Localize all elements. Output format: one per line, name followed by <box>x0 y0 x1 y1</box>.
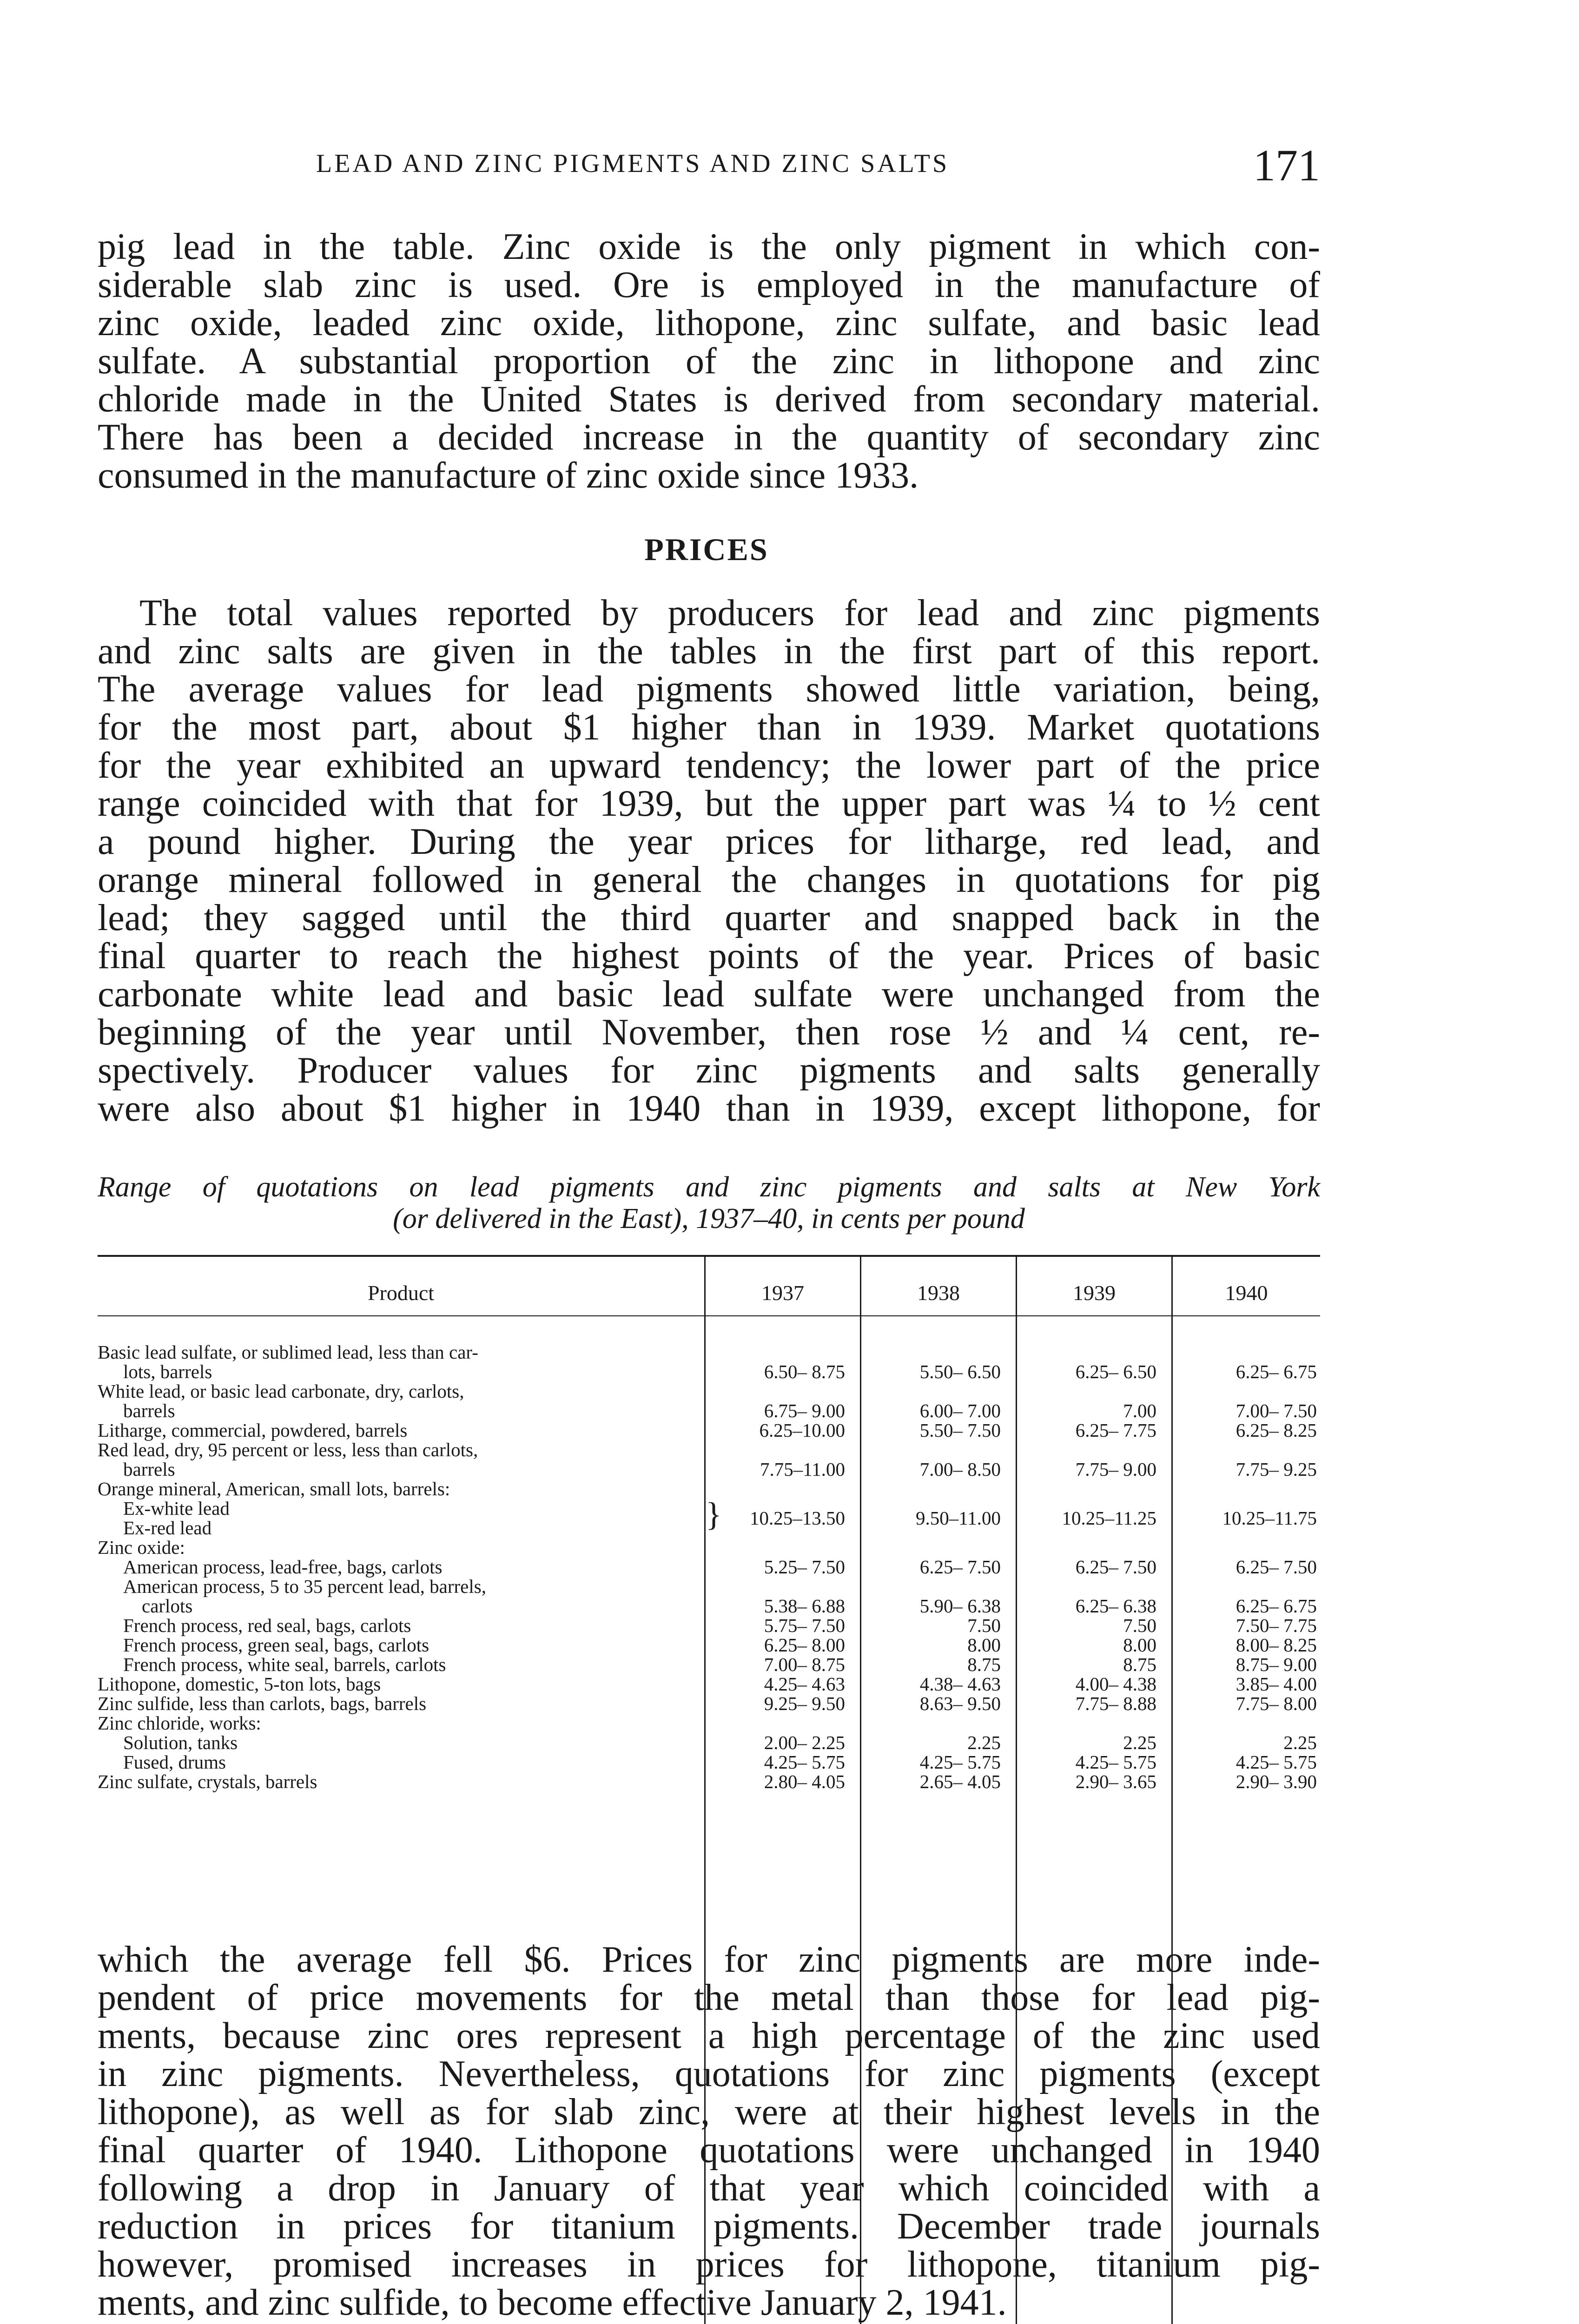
row-label: Red lead, dry, 95 percent or less, less than carlots, <box>98 1439 478 1460</box>
table-cell: 5.50– 7.50 <box>919 1419 1001 1441</box>
row-label: American process, lead-free, bags, carlots <box>123 1556 443 1578</box>
row-label: French process, white seal, barrels, carlots <box>123 1654 446 1675</box>
table-cell: 7.75– 8.88 <box>1075 1693 1156 1714</box>
text-line: were also about $1 higher in 1940 than in 1939, except lithopone, for <box>98 1088 1320 1129</box>
table-cell: 7.50– 7.75 <box>1235 1615 1317 1636</box>
text-line: zinc oxide, leaded zinc oxide, lithopone, zinc sulfate, and basic lead <box>98 303 1320 343</box>
table-cell: 7.00 <box>1123 1400 1156 1421</box>
table-cell: 8.75– 9.00 <box>1235 1654 1317 1675</box>
paragraph-intro <box>98 228 1320 495</box>
table-cell: 8.00– 8.25 <box>1235 1634 1317 1656</box>
table-cell: 7.50 <box>1123 1615 1156 1636</box>
table-cell: 6.50– 8.75 <box>764 1361 845 1382</box>
text-line: sulfate. A substantial proportion of the zinc in lithopone and zinc <box>98 341 1320 382</box>
table-cell: 2.25 <box>1123 1732 1156 1753</box>
text-line: There has been a decided increase in the quantity of secondary zinc <box>98 417 1320 458</box>
table-cell: 7.50 <box>967 1615 1001 1636</box>
table-cell: 4.38– 4.63 <box>919 1673 1001 1695</box>
table-cell: 7.00– 8.75 <box>764 1654 845 1675</box>
table-cell: 2.00– 2.25 <box>764 1732 845 1753</box>
table-cell: 4.25– 5.75 <box>1235 1751 1317 1773</box>
table-cell: 7.75– 8.00 <box>1235 1693 1317 1714</box>
table-cell: 9.25– 9.50 <box>764 1693 845 1714</box>
row-label: Zinc chloride, works: <box>98 1712 261 1734</box>
text-line: The total values reported by producers for lead and zinc pigments <box>139 593 1320 634</box>
text-line: which the average fell $6. Prices for zinc pigments are more inde- <box>98 1939 1320 1980</box>
table-cell: 6.75– 9.00 <box>764 1400 845 1421</box>
text-line: a pound higher. During the year prices for litharge, red lead, and <box>98 821 1320 862</box>
text-line: ments, and zinc sulfide, to become effective January 2, 1941. <box>98 2282 1007 2323</box>
table-cell: 4.00– 4.38 <box>1075 1673 1156 1695</box>
text-line: following a drop in January of that year which coincided with a <box>98 2168 1320 2209</box>
row-label: Fused, drums <box>123 1751 226 1773</box>
running-head-title: LEAD AND ZINC PIGMENTS AND ZINC SALTS <box>316 149 950 178</box>
row-label: French process, green seal, bags, carlots <box>123 1634 429 1656</box>
paragraph-continuation <box>98 1941 1320 2322</box>
table-cell: 4.25– 4.63 <box>764 1673 845 1695</box>
column-header-1937: 1937 <box>761 1281 804 1305</box>
table-cell: 2.80– 4.05 <box>764 1771 845 1792</box>
row-label: White lead, or basic lead carbonate, dry, carlots, <box>98 1380 464 1402</box>
section-heading-prices: PRICES <box>644 532 769 567</box>
text-line: range coincided with that for 1939, but the upper part was ¼ to ½ cent <box>98 783 1320 824</box>
table-cell: 5.38– 6.88 <box>764 1595 845 1617</box>
text-line: carbonate white lead and basic lead sulfate were unchanged from the <box>98 974 1320 1015</box>
row-label: Zinc oxide: <box>98 1537 185 1558</box>
column-header-product: Product <box>367 1281 435 1305</box>
table-cell: 9.50–11.00 <box>916 1507 1001 1529</box>
table-cell: 6.25– 7.50 <box>919 1556 1001 1578</box>
row-label: carlots <box>142 1595 193 1617</box>
row-label: Lithopone, domestic, 5-ton lots, bags <box>98 1673 381 1695</box>
table-cell: 6.25– 7.50 <box>1235 1556 1317 1578</box>
text-line: beginning of the year until November, then rose ½ and ¼ cent, re- <box>98 1012 1320 1053</box>
table-caption <box>98 1171 1320 1235</box>
text-line: pendent of price movements for the metal than those for lead pig- <box>98 1977 1320 2018</box>
text-line: and zinc salts are given in the tables in the first part of this report. <box>98 631 1320 672</box>
table-cell: 6.25– 6.75 <box>1235 1595 1317 1617</box>
table-cell: 8.75 <box>967 1654 1001 1675</box>
table-cell: 8.00 <box>967 1634 1001 1656</box>
caption-line: Range of quotations on lead pigments and zinc pigments and salts at New York <box>98 1171 1320 1203</box>
table-top-rule <box>98 1255 1320 1257</box>
text-line: for the most part, about $1 higher than in 1939. Market quotations <box>98 707 1320 748</box>
table-cell: 6.25– 6.75 <box>1235 1361 1317 1382</box>
column-header-1939: 1939 <box>1073 1281 1116 1305</box>
text-line: final quarter of 1940. Lithopone quotations were unchanged in 1940 <box>98 2130 1320 2171</box>
text-line: for the year exhibited an upward tendency; the lower part of the price <box>98 745 1320 786</box>
table-cell: 6.25– 6.50 <box>1075 1361 1156 1382</box>
table-cell: 6.25–10.00 <box>759 1419 845 1441</box>
table-cell: 5.75– 7.50 <box>764 1615 845 1636</box>
text-line: The average values for lead pigments showed little variation, being, <box>98 669 1320 710</box>
table-cell: 10.25–11.25 <box>1062 1507 1156 1529</box>
table-cell: 4.25– 5.75 <box>1075 1751 1156 1773</box>
table-cell: 7.00– 7.50 <box>1235 1400 1317 1421</box>
text-line: siderable slab zinc is used. Ore is employed in the manufacture of <box>98 264 1320 305</box>
running-header <box>98 139 1320 195</box>
text-line: final quarter to reach the highest points of the year. Prices of basic <box>98 936 1320 977</box>
row-label: Ex-red lead <box>123 1517 212 1538</box>
row-label: lots, barrels <box>123 1361 212 1382</box>
table-cell: 2.90– 3.90 <box>1235 1771 1317 1792</box>
table-cell: 5.90– 6.38 <box>919 1595 1001 1617</box>
table-cell: 6.25– 8.25 <box>1235 1419 1317 1441</box>
row-label: barrels <box>123 1459 175 1480</box>
table-cell: 4.25– 5.75 <box>919 1751 1001 1773</box>
row-label: Zinc sulfide, less than carlots, bags, barrels <box>98 1693 427 1714</box>
table-header-rule <box>98 1315 1320 1316</box>
row-label: French process, red seal, bags, carlots <box>123 1615 411 1636</box>
table-cell: 2.65– 4.05 <box>919 1771 1001 1792</box>
text-line: reduction in prices for titanium pigments. December trade journals <box>98 2206 1320 2247</box>
table-cell: 2.90– 3.65 <box>1075 1771 1156 1792</box>
table-cell: 6.25– 7.50 <box>1075 1556 1156 1578</box>
table-cell: 7.75–11.00 <box>760 1459 845 1480</box>
table-cell: 8.63– 9.50 <box>919 1693 1001 1714</box>
row-label: Ex-white lead <box>123 1498 230 1519</box>
table-cell: 6.25– 7.75 <box>1075 1419 1156 1441</box>
text-line: consumed in the manufacture of zinc oxide since 1933. <box>98 455 919 496</box>
row-label: Zinc sulfate, crystals, barrels <box>98 1771 317 1792</box>
row-label: Basic lead sulfate, or sublimed lead, less than car- <box>98 1341 478 1363</box>
text-line: in zinc pigments. Nevertheless, quotations for zinc pigments (except <box>98 2053 1320 2094</box>
table-cell: 10.25–13.50 <box>750 1507 845 1529</box>
table-cell: 10.25–11.75 <box>1222 1507 1317 1529</box>
table-cell: 8.00 <box>1123 1634 1156 1656</box>
text-line: lithopone), as well as for slab zinc, were at their highest levels in the <box>98 2092 1320 2133</box>
text-line: orange mineral followed in general the changes in quotations for pig <box>98 859 1320 900</box>
row-label: Litharge, commercial, powdered, barrels <box>98 1419 408 1441</box>
text-line: chloride made in the United States is derived from secondary material. <box>98 379 1320 420</box>
column-header-1940: 1940 <box>1225 1281 1268 1305</box>
table-cell: 5.50– 6.50 <box>919 1361 1001 1382</box>
table-cell: 8.75 <box>1123 1654 1156 1675</box>
caption-line: (or delivered in the East), 1937–40, in cents per pound <box>393 1203 1025 1235</box>
table-cell: 2.25 <box>1283 1732 1317 1753</box>
brace-symbol: } <box>706 1496 722 1533</box>
column-header-1938: 1938 <box>917 1281 960 1305</box>
table-cell: 7.00– 8.50 <box>919 1459 1001 1480</box>
text-line: ments, because zinc ores represent a high percentage of the zinc used <box>98 2015 1320 2056</box>
table-cell: 6.25– 6.38 <box>1075 1595 1156 1617</box>
paragraph-prices <box>98 594 1320 1128</box>
page-number: 171 <box>1253 140 1320 190</box>
table-cell: 6.00– 7.00 <box>919 1400 1001 1421</box>
text-line: pig lead in the table. Zinc oxide is the only pigment in which con- <box>98 226 1320 267</box>
row-label: barrels <box>123 1400 175 1421</box>
table-cell: 6.25– 8.00 <box>764 1634 845 1656</box>
text-line: spectively. Producer values for zinc pigments and salts generally <box>98 1050 1320 1091</box>
row-label: American process, 5 to 35 percent lead, barrels, <box>123 1576 486 1597</box>
table-cell: 2.25 <box>967 1732 1001 1753</box>
table-cell: 3.85– 4.00 <box>1235 1673 1317 1695</box>
text-line: lead; they sagged until the third quarter and snapped back in the <box>98 898 1320 938</box>
table-cell: 5.25– 7.50 <box>764 1556 845 1578</box>
row-label: Solution, tanks <box>123 1732 238 1753</box>
row-label: Orange mineral, American, small lots, barrels: <box>98 1478 450 1499</box>
table-cell: 7.75– 9.25 <box>1235 1459 1317 1480</box>
text-line: however, promised increases in prices for lithopone, titanium pig- <box>98 2244 1320 2285</box>
table-cell: 4.25– 5.75 <box>764 1751 845 1773</box>
table-cell: 7.75– 9.00 <box>1075 1459 1156 1480</box>
